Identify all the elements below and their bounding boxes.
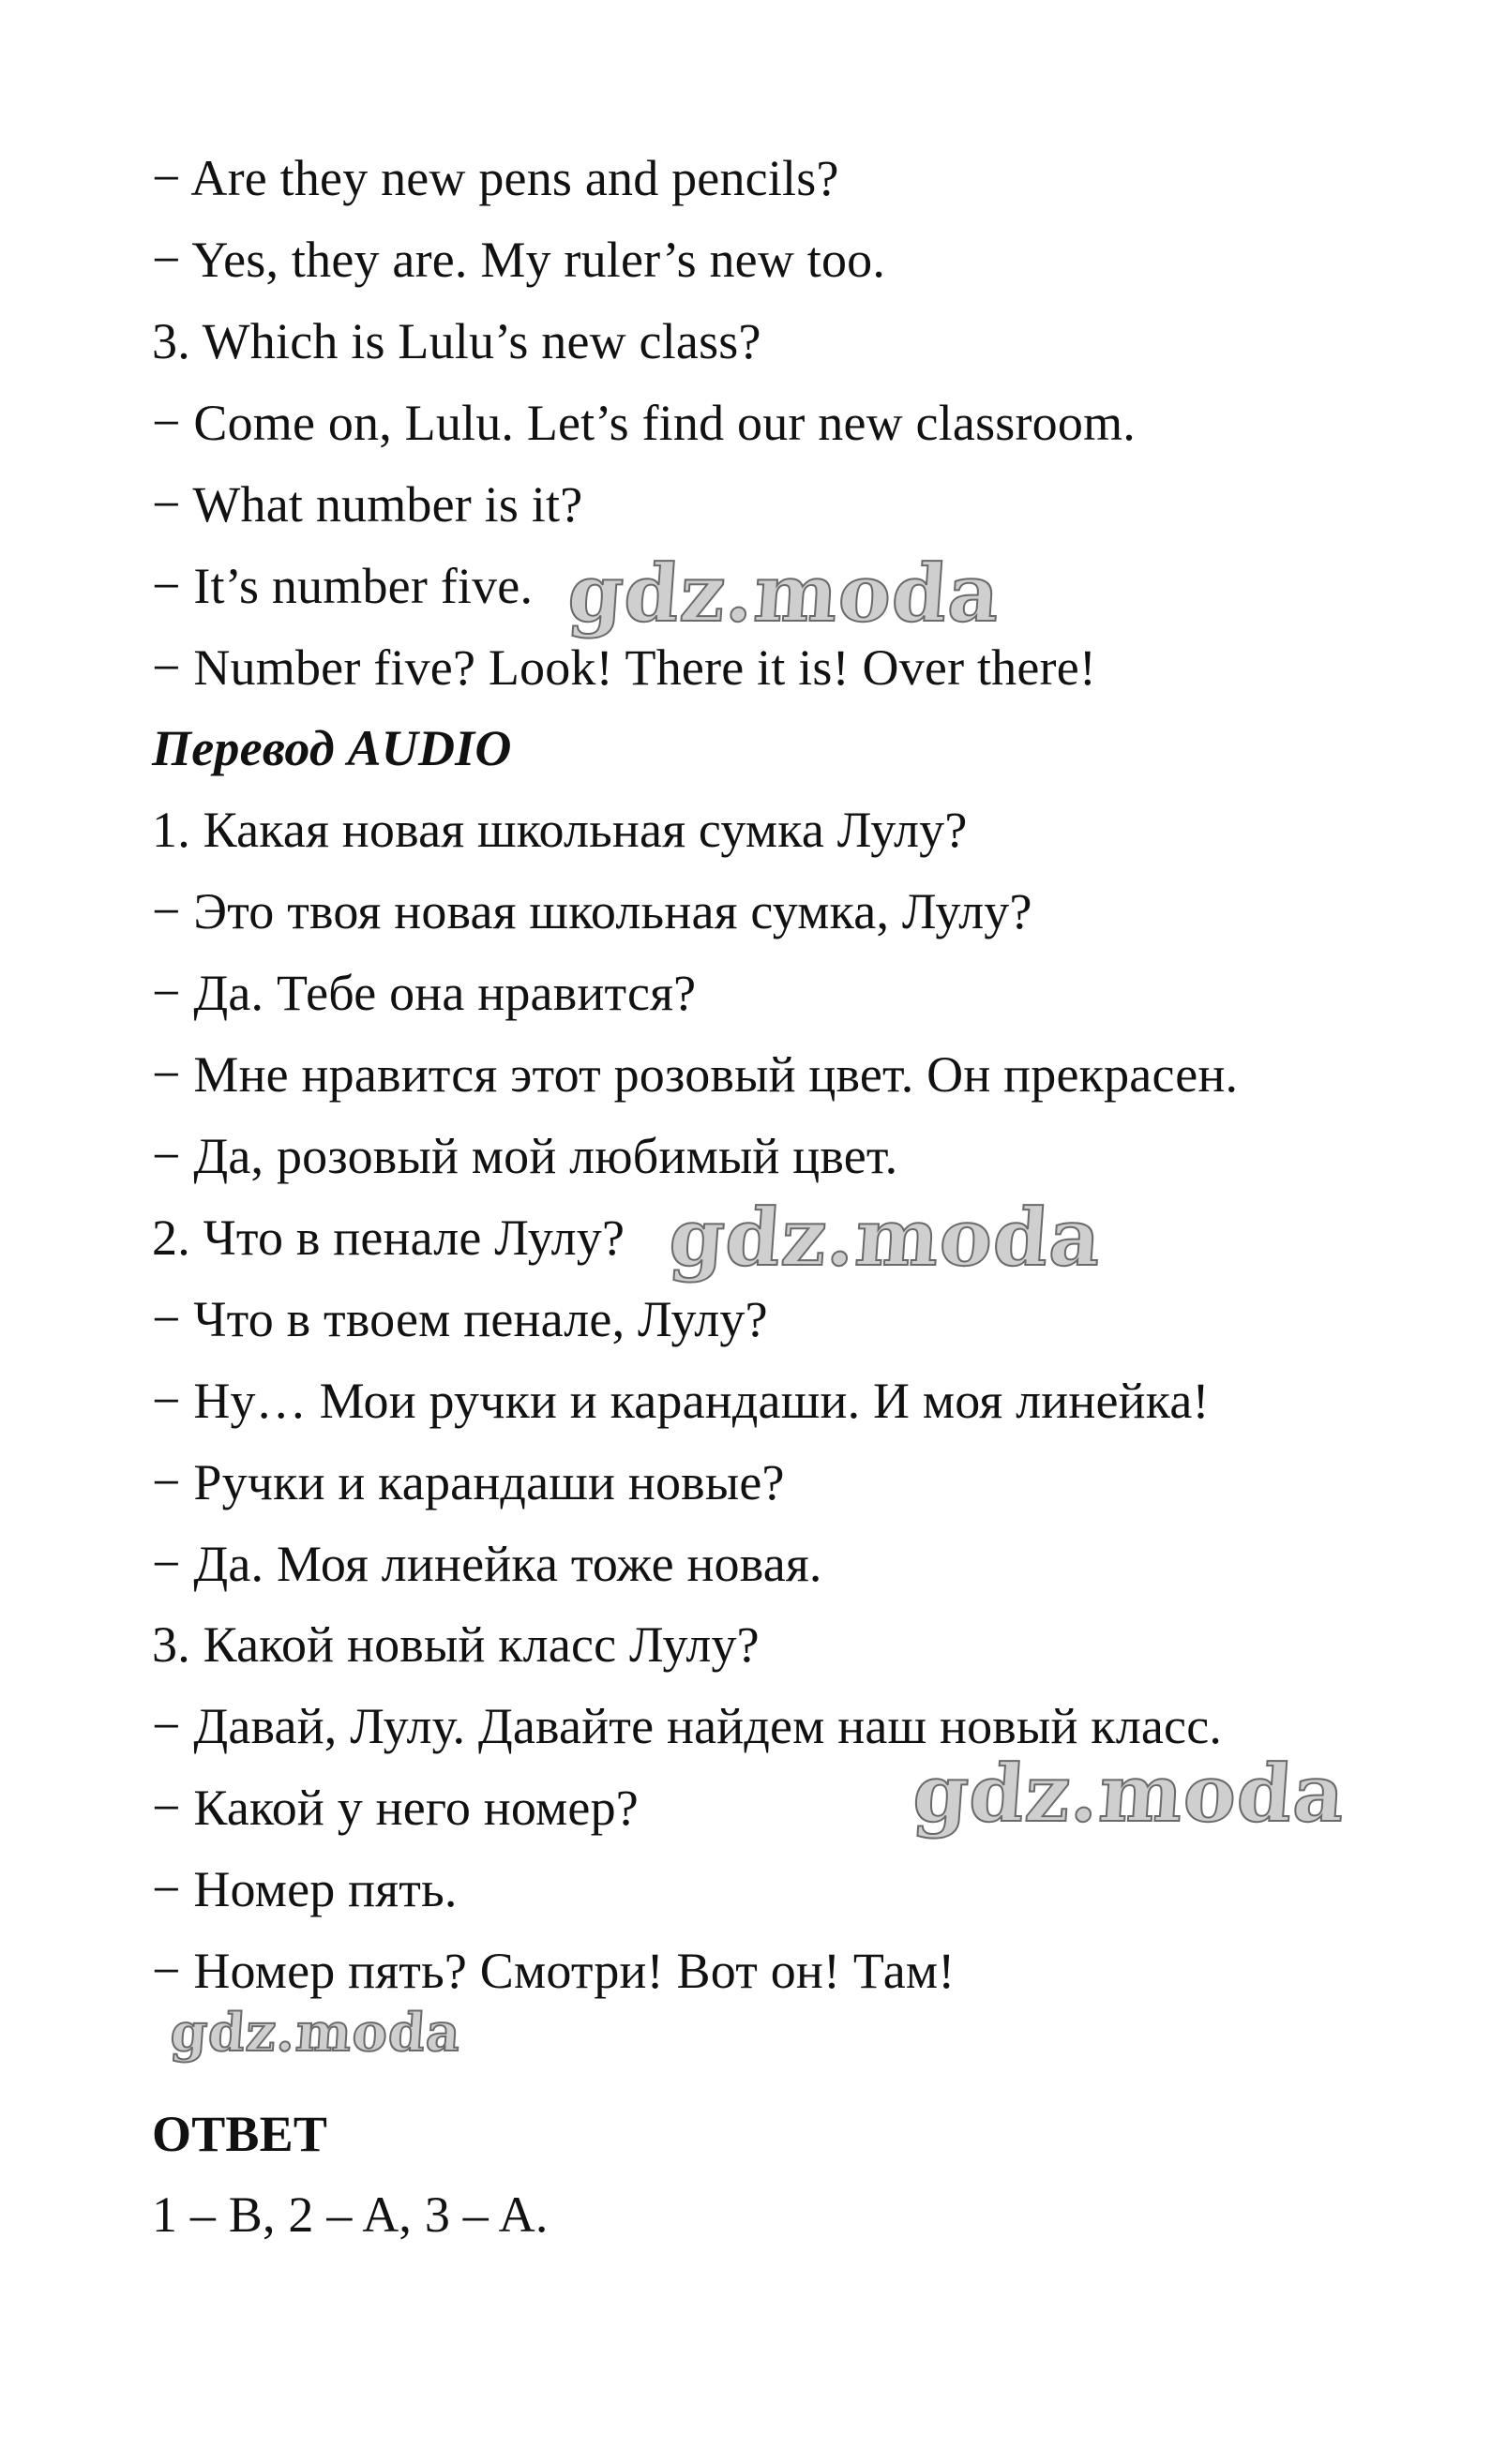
answer-heading: ОТВЕТ: [152, 2106, 328, 2162]
dialogue-line: − Yes, they are. My ruler’s new too.: [152, 232, 886, 288]
watermark-logo: gdz.moda: [168, 2002, 463, 2064]
task-question: 3. Which is Lulu’s new class?: [152, 313, 761, 369]
dialogue-line: − Номер пять.: [152, 1861, 458, 1917]
watermark-logo: gdz.moda: [666, 1191, 1105, 1284]
dialogue-line: − Номер пять? Смотри! Вот он! Там!: [152, 1943, 956, 1999]
dialogue-line: − Что в твоем пенале, Лулу?: [152, 1291, 768, 1347]
dialogue-line: − Да. Моя линейка тоже новая.: [152, 1536, 822, 1592]
section-heading-translation: Перевод AUDIO: [152, 720, 512, 776]
watermark-logo: gdz.moda: [565, 547, 1003, 639]
dialogue-line: − Number five? Look! There it is! Over there!: [152, 639, 1097, 696]
dialogue-line: − Мне нравится этот розовый цвет. Он прекрасен.: [152, 1046, 1239, 1103]
dialogue-line: − Да, розовый мой любимый цвет.: [152, 1128, 898, 1184]
task-question: 2. Что в пенале Лулу?: [152, 1209, 625, 1266]
dialogue-line: − Да. Тебе она нравится?: [152, 965, 697, 1021]
task-question: 3. Какой новый класс Лулу?: [152, 1616, 760, 1673]
dialogue-line: − Are they new pens and pencils?: [152, 150, 839, 206]
answer-text: 1 – B, 2 – A, 3 – A.: [152, 2186, 549, 2243]
dialogue-line: − Давай, Лулу. Давайте найдем наш новый класс.: [152, 1698, 1223, 1754]
dialogue-line: − Это твоя новая школьная сумка, Лулу?: [152, 883, 1032, 939]
dialogue-line: − What number is it?: [152, 476, 583, 533]
dialogue-line: − Come on, Lulu. Let’s find our new classroom.: [152, 395, 1136, 451]
dialogue-line: − Ну… Мои ручки и карандаши. И моя линейка!: [152, 1373, 1210, 1429]
task-question: 1. Какая новая школьная сумка Лулу?: [152, 802, 968, 858]
watermark-logo: gdz.moda: [910, 1747, 1348, 1840]
dialogue-line: − Какой у него номер?: [152, 1780, 639, 1836]
dialogue-line: − It’s number five.: [152, 558, 534, 614]
dialogue-line: − Ручки и карандаши новые?: [152, 1454, 785, 1510]
